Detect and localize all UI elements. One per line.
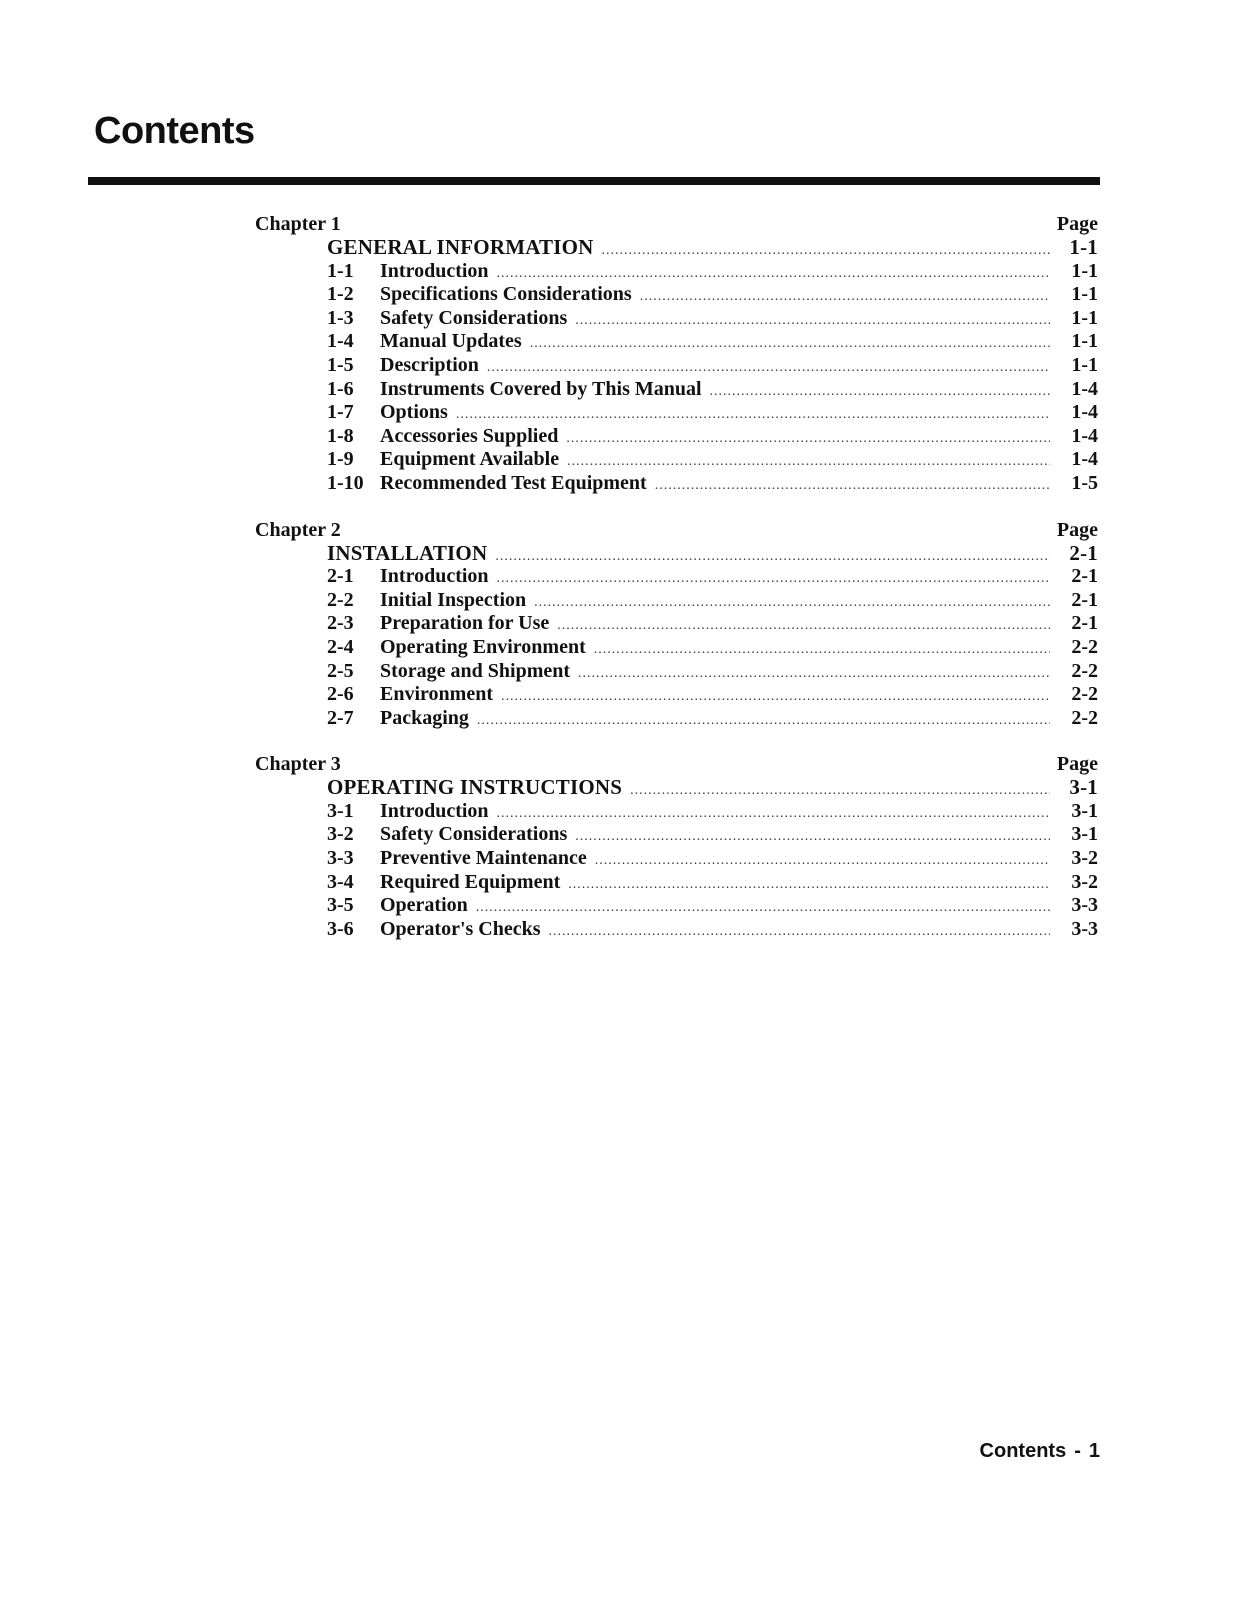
footer-label: Contents bbox=[979, 1440, 1067, 1462]
entry-number: 1-10 bbox=[327, 471, 364, 494]
toc-entry bbox=[255, 847, 1098, 871]
entry-page-number: 2-2 bbox=[1071, 635, 1098, 658]
toc-entry bbox=[255, 307, 1098, 331]
entry-page-number: 3-2 bbox=[1071, 847, 1098, 870]
entry-number: 1-9 bbox=[327, 448, 354, 471]
entry-number: 3-3 bbox=[327, 847, 354, 870]
entry-page-number: 1-1 bbox=[1071, 306, 1098, 329]
entry-page-number: 1-4 bbox=[1071, 401, 1098, 424]
entry-number: 2-2 bbox=[327, 588, 354, 611]
dot-leader bbox=[501, 685, 1050, 709]
toc-entry bbox=[255, 612, 1098, 636]
chapter-block bbox=[255, 518, 1098, 731]
dot-leader bbox=[594, 638, 1050, 662]
footer-page-number: 1 bbox=[1088, 1440, 1100, 1462]
entry-page-number: 1-5 bbox=[1071, 471, 1098, 494]
entry-number: 2-7 bbox=[327, 706, 354, 729]
section-title: GENERAL INFORMATION bbox=[327, 235, 594, 259]
chapter-header bbox=[255, 752, 1098, 776]
entry-page-number: 1-1 bbox=[1071, 259, 1098, 282]
entry-page-number: 2-1 bbox=[1071, 588, 1098, 611]
entry-number: 1-4 bbox=[327, 330, 354, 353]
chapter-label: Chapter 3 bbox=[255, 753, 341, 776]
entry-number: 3-4 bbox=[327, 870, 354, 893]
entry-page-number: 3-3 bbox=[1071, 894, 1098, 917]
toc-entry bbox=[255, 472, 1098, 496]
dot-leader bbox=[557, 614, 1050, 638]
entry-number: 1-6 bbox=[327, 377, 354, 400]
entry-number: 3-2 bbox=[327, 823, 354, 846]
entry-page-number: 2-2 bbox=[1071, 683, 1098, 706]
dot-leader bbox=[497, 262, 1050, 286]
toc-entry bbox=[255, 425, 1098, 449]
dot-leader bbox=[567, 450, 1050, 474]
entry-number: 3-1 bbox=[327, 799, 354, 822]
toc-entry bbox=[255, 589, 1098, 613]
entry-title: Introduction bbox=[380, 259, 489, 282]
entry-title: Introduction bbox=[380, 799, 489, 822]
entry-title: Specifications Considerations bbox=[380, 283, 632, 306]
entry-title: Safety Considerations bbox=[380, 306, 568, 329]
entry-title: Description bbox=[380, 353, 479, 376]
chapter-header bbox=[255, 212, 1098, 236]
toc-entry bbox=[255, 683, 1098, 707]
entry-title: Initial Inspection bbox=[380, 588, 527, 611]
page-title: Contents bbox=[94, 110, 255, 152]
entry-number: 2-5 bbox=[327, 659, 354, 682]
footer-separator: - bbox=[1074, 1440, 1081, 1462]
dot-leader bbox=[549, 920, 1050, 944]
page-footer bbox=[980, 1440, 1100, 1463]
entry-number: 2-4 bbox=[327, 635, 354, 658]
entry-page-number: 2-2 bbox=[1071, 659, 1098, 682]
dot-leader bbox=[530, 332, 1050, 356]
toc-entry bbox=[255, 283, 1098, 307]
entry-number: 1-1 bbox=[327, 259, 354, 282]
entry-number: 2-6 bbox=[327, 683, 354, 706]
toc-entry bbox=[255, 354, 1098, 378]
entry-page-number: 3-1 bbox=[1071, 823, 1098, 846]
toc-entry bbox=[255, 707, 1098, 731]
page-column-header: Page bbox=[1056, 213, 1098, 235]
dot-leader bbox=[534, 591, 1050, 615]
dot-leader bbox=[497, 802, 1050, 826]
dot-leader bbox=[630, 779, 1050, 803]
toc-entry bbox=[255, 660, 1098, 684]
toc-entry bbox=[255, 330, 1098, 354]
toc-entry bbox=[255, 823, 1098, 847]
chapter-header bbox=[255, 518, 1098, 542]
dot-leader bbox=[655, 474, 1050, 498]
entry-title: Manual Updates bbox=[380, 330, 522, 353]
chapter-section-row bbox=[255, 542, 1098, 566]
chapter-label: Chapter 1 bbox=[255, 213, 341, 235]
entry-number: 2-3 bbox=[327, 612, 354, 635]
chapter-section-row bbox=[255, 776, 1098, 800]
entry-number: 3-5 bbox=[327, 894, 354, 917]
page-column-header: Page bbox=[1056, 753, 1098, 776]
section-page-number: 3-1 bbox=[1069, 775, 1098, 800]
entry-number: 1-3 bbox=[327, 306, 354, 329]
dot-leader bbox=[578, 662, 1050, 686]
section-page-number: 1-1 bbox=[1069, 235, 1098, 259]
dot-leader bbox=[575, 309, 1050, 333]
entry-title: Instruments Covered by This Manual bbox=[380, 377, 702, 400]
entry-page-number: 2-2 bbox=[1071, 706, 1098, 729]
page-column-header: Page bbox=[1056, 518, 1098, 541]
toc-entry bbox=[255, 800, 1098, 824]
entry-page-number: 2-1 bbox=[1071, 565, 1098, 588]
entry-page-number: 1-4 bbox=[1071, 448, 1098, 471]
entry-title: Environment bbox=[380, 683, 493, 706]
section-title: INSTALLATION bbox=[327, 540, 488, 565]
entry-page-number: 3-1 bbox=[1071, 799, 1098, 822]
entry-title: Storage and Shipment bbox=[380, 659, 571, 682]
section-title: OPERATING INSTRUCTIONS bbox=[327, 775, 623, 800]
chapter-label: Chapter 2 bbox=[255, 518, 341, 541]
entry-title: Operating Environment bbox=[380, 635, 586, 658]
toc-entry bbox=[255, 918, 1098, 942]
toc-entry bbox=[255, 636, 1098, 660]
dot-leader bbox=[497, 567, 1050, 591]
entry-page-number: 1-4 bbox=[1071, 424, 1098, 447]
dot-leader bbox=[477, 709, 1050, 733]
title-rule bbox=[88, 177, 1100, 185]
dot-leader bbox=[568, 873, 1050, 897]
entry-page-number: 3-3 bbox=[1071, 917, 1098, 940]
entry-page-number: 1-1 bbox=[1071, 353, 1098, 376]
entry-title: Preparation for Use bbox=[380, 612, 550, 635]
dot-leader bbox=[487, 356, 1050, 380]
dot-leader bbox=[710, 380, 1050, 404]
toc-entry bbox=[255, 871, 1098, 895]
chapter-section-row bbox=[255, 236, 1098, 260]
entry-title: Safety Considerations bbox=[380, 823, 568, 846]
entry-title: Accessories Supplied bbox=[380, 424, 559, 447]
chapter-block bbox=[255, 212, 1098, 496]
entry-number: 1-5 bbox=[327, 353, 354, 376]
toc-entry bbox=[255, 894, 1098, 918]
toc-entry bbox=[255, 448, 1098, 472]
entry-title: Operation bbox=[380, 894, 468, 917]
dot-leader bbox=[602, 239, 1050, 263]
dot-leader bbox=[456, 403, 1050, 427]
dot-leader bbox=[566, 427, 1050, 451]
dot-leader bbox=[476, 896, 1050, 920]
entry-number: 3-6 bbox=[327, 917, 354, 940]
toc-entry bbox=[255, 378, 1098, 402]
section-page-number: 2-1 bbox=[1069, 540, 1098, 565]
entry-title: Equipment Available bbox=[380, 448, 560, 471]
entry-title: Required Equipment bbox=[380, 870, 561, 893]
table-of-contents bbox=[255, 212, 1098, 963]
entry-title: Operator's Checks bbox=[380, 917, 541, 940]
entry-page-number: 1-1 bbox=[1071, 330, 1098, 353]
entry-number: 1-2 bbox=[327, 283, 354, 306]
entry-title: Packaging bbox=[380, 706, 469, 729]
entry-title: Preventive Maintenance bbox=[380, 847, 587, 870]
chapter-block bbox=[255, 752, 1098, 941]
entry-page-number: 1-1 bbox=[1071, 283, 1098, 306]
entry-page-number: 3-2 bbox=[1071, 870, 1098, 893]
entry-title: Introduction bbox=[380, 565, 489, 588]
toc-entry bbox=[255, 401, 1098, 425]
dot-leader bbox=[495, 545, 1050, 569]
entry-number: 1-8 bbox=[327, 424, 354, 447]
entry-number: 1-7 bbox=[327, 401, 354, 424]
dot-leader bbox=[575, 825, 1050, 849]
entry-number: 2-1 bbox=[327, 565, 354, 588]
entry-page-number: 2-1 bbox=[1071, 612, 1098, 635]
entry-title: Recommended Test Equipment bbox=[380, 471, 647, 494]
entry-title: Options bbox=[380, 401, 448, 424]
dot-leader bbox=[640, 285, 1050, 309]
toc-entry bbox=[255, 260, 1098, 284]
dot-leader bbox=[595, 849, 1050, 873]
entry-page-number: 1-4 bbox=[1071, 377, 1098, 400]
toc-entry bbox=[255, 565, 1098, 589]
